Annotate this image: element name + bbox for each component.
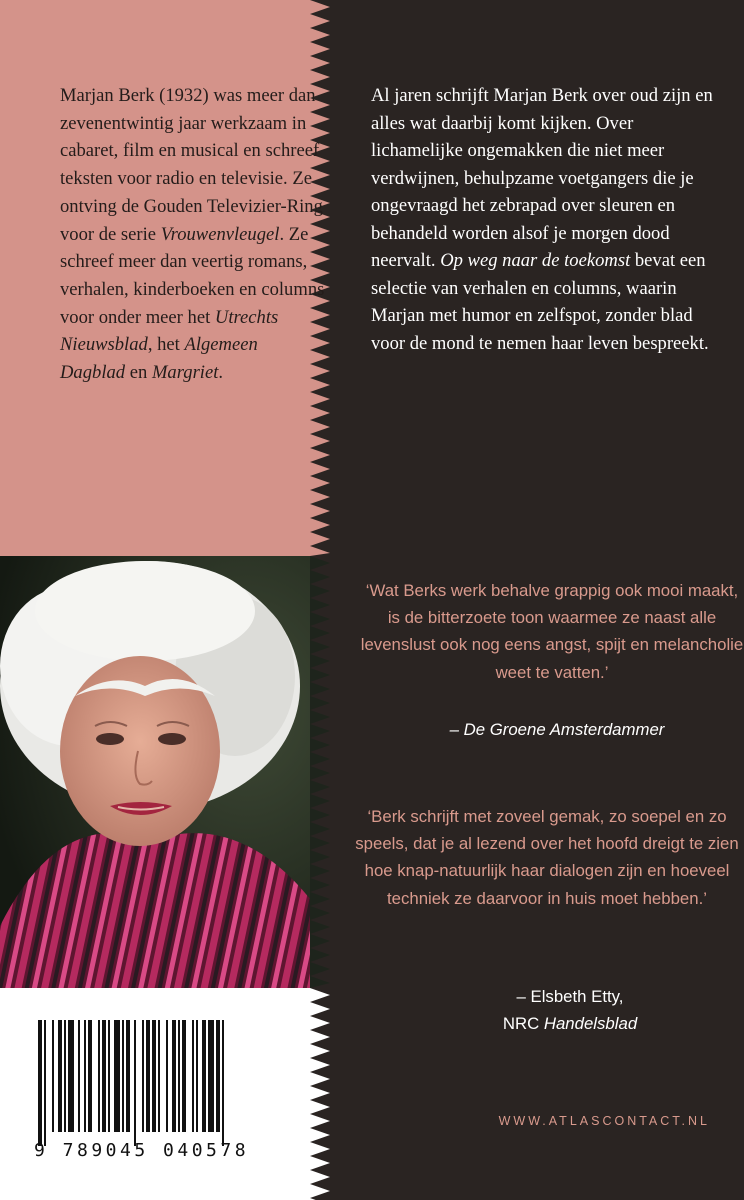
barcode-bar <box>114 1020 120 1132</box>
barcode-bar <box>126 1020 130 1132</box>
barcode-bar <box>158 1020 160 1132</box>
barcode-bar <box>44 1020 46 1146</box>
publication-prefix: NRC <box>502 1014 544 1033</box>
review-source-2-publication <box>420 1010 720 1037</box>
author-portrait-illustration <box>0 556 330 988</box>
barcode <box>34 1020 292 1146</box>
barcode-bar <box>196 1020 198 1132</box>
barcode-bar <box>88 1020 92 1132</box>
barcode-bar <box>142 1020 144 1132</box>
barcode-bar <box>222 1020 224 1146</box>
review-source-1 <box>370 716 744 743</box>
text-segment: Marjan Berk (1932) was meer dan zevenentwintig jaar werkzaam in cabaret, film en musical en schreef teksten voor radio en televisie. Ze ontving de Gouden Televizier-Ring voor de serie <box>60 85 323 245</box>
author-photo <box>0 556 330 988</box>
barcode-bar <box>172 1020 176 1132</box>
barcode-bar <box>178 1020 180 1132</box>
publisher-website[interactable]: WWW.ATLASCONTACT.NL <box>498 1114 710 1128</box>
italic-title: Op weg naar de toekomst <box>440 250 631 271</box>
publication-name: Handelsblad <box>543 1014 638 1033</box>
barcode-bar <box>108 1020 110 1132</box>
italic-title: Utrechts Nieuwsblad <box>60 306 279 356</box>
barcode-bar <box>202 1020 206 1132</box>
barcode-bar <box>78 1020 80 1132</box>
barcode-bar <box>166 1020 168 1132</box>
barcode-bar <box>98 1020 100 1132</box>
italic-title: Margriet <box>151 362 219 384</box>
barcode-bar <box>182 1020 186 1132</box>
book-description-text <box>371 82 721 357</box>
barcode-panel <box>0 988 330 1200</box>
barcode-bar <box>58 1020 62 1132</box>
text-segment: Al jaren schrijft Marjan Berk over oud zijn en alles wat daarbij komt kijken. Over lichamelijke ongemakken die niet meer verdwijnen, behulpzame voetgangers die je ongevraagd het zebrapad over sleuren en behandeld worden alsof je morgen dood neervalt. <box>371 85 713 271</box>
barcode-bar <box>146 1020 150 1132</box>
barcode-bar <box>208 1020 214 1132</box>
barcode-bar <box>192 1020 194 1132</box>
text-segment: . Ze schreef meer dan veertig romans, verhalen, kinderboeken en columns voor onder meer het <box>60 223 325 328</box>
barcode-bar <box>38 1020 42 1146</box>
barcode-bar <box>52 1020 54 1132</box>
review-source-2-name: – Elsbeth Etty, <box>516 987 624 1006</box>
barcode-bar <box>152 1020 156 1132</box>
barcode-bar <box>68 1020 74 1132</box>
barcode-bar <box>216 1020 220 1132</box>
italic-title: Vrouwenvleugel <box>160 223 280 245</box>
text-segment: . <box>218 362 224 384</box>
review-source-1-name: – De Groene Amsterdammer <box>449 720 665 739</box>
barcode-bar <box>102 1020 106 1132</box>
barcode-bar <box>122 1020 124 1132</box>
barcode-bar <box>134 1020 136 1146</box>
text-segment: en <box>125 362 152 384</box>
isbn-number: 9 789045 040578 <box>34 1140 250 1161</box>
review-quote-2: ‘Berk schrijft met zoveel gemak, zo soepel en zo speels, dat je al lezend over het hoofd dreigt te zien hoe knap-natuurlijk haar dialogen zijn en hoeveel techniek ze daarvoor in huis moet hebben.’ <box>355 807 739 908</box>
text-segment: bevat een selectie van verhalen en columns, waarin Marjan met humor en zelfspot, zonder blad voor de mond te nemen haar leven bespreekt. <box>371 250 709 354</box>
text-segment: , het <box>147 334 185 356</box>
italic-title: Algemeen Dagblad <box>60 334 258 384</box>
author-bio-text <box>60 82 325 387</box>
barcode-bar <box>84 1020 86 1132</box>
barcode-bar <box>64 1020 66 1132</box>
review-source-2 <box>420 983 720 1037</box>
review-quote-1: ‘Wat Berks werk behalve grappig ook mooi maakt, is de bitterzoete toon waarmee ze naast alle levenslust ook nog eens angst, spijt en melancholie weet te vatten.’ <box>360 581 744 682</box>
